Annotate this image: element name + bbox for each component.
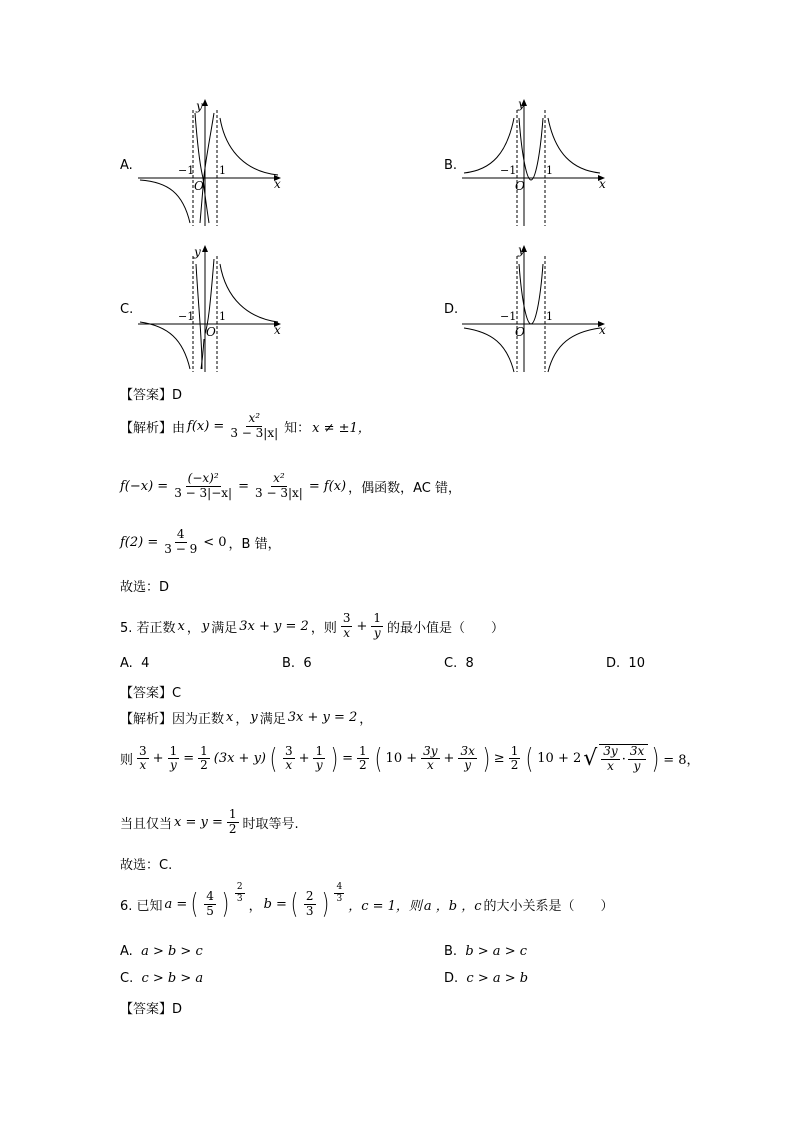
graph-d-one: 1 [546, 310, 553, 323]
graph-a-neg-one: −1 [178, 164, 195, 177]
graph-d-y-label: y [518, 244, 525, 257]
graph-c-origin: O [206, 325, 216, 339]
graph-a-y-label: y [196, 99, 203, 113]
graph-c-one: 1 [219, 310, 226, 323]
option-d-label: D. [444, 302, 459, 317]
q5-option-c: C. 8 [444, 656, 474, 671]
graph-c-y-label: y [194, 245, 201, 259]
q6-stem: 6. 已知 a = ( $\frac{4}{5}$ ) $\frac{2}{3}$ ， b = ( $\frac{2}{3}$ ) $\frac{4}{3}$ ，c = 1，则 a ，b ，c 的大小关系是（ ） [120, 882, 614, 921]
q4-analysis-line2: f(−x) = $\frac{\text{(−x)²}}{3 - 3|-x|}$ = $\frac{\text{x²}}{3 - 3|x|}$ = f(x) ，偶函数，AC 错， [120, 471, 461, 500]
option-c-label: C. [120, 302, 134, 317]
q6-answer: 【答案】D [120, 1002, 183, 1017]
graph-b-neg-one: −1 [500, 164, 517, 177]
graph-a-x-label: x [274, 177, 281, 191]
q5-equality: 当且仅当 x = y = $\frac{1}{2}$ 时取等号. [120, 807, 299, 836]
graph-a-one: 1 [219, 164, 226, 177]
graph-b-x-label: x [599, 177, 606, 191]
option-b-label: B. [444, 158, 458, 173]
graph-c-neg-one: −1 [178, 310, 195, 323]
q6-option-b: B. b > a > c [444, 944, 527, 959]
q4-choose: 故选：D [120, 580, 170, 595]
graph-a-origin: O [194, 179, 204, 193]
q5-option-d: D. 10 [606, 656, 645, 671]
graph-c [138, 244, 288, 374]
graph-a [138, 98, 288, 228]
graph-d-x-label: x [599, 323, 606, 337]
q4-analysis-line3: f(2) = $\frac{4}{3 - 9}$ < 0 ，B 错， [120, 527, 281, 556]
q6-option-c: C. c > b > a [120, 971, 204, 986]
q4-answer: 【答案】D [120, 388, 183, 403]
graph-b-origin: O [515, 179, 525, 193]
graph-d-neg-one: −1 [500, 310, 517, 323]
q5-option-a: A. 4 [120, 656, 150, 671]
q5-option-b: B. 6 [282, 656, 312, 671]
q6-option-a: A. a > b > c [120, 944, 203, 959]
graph-b-y-label: y [518, 98, 525, 111]
q5-analysis-line2: 则 $\frac{3}{x}$ + $\frac{1}{y}$ = $\frac{1}{2}$ (3x + y) ( $\frac{3}{x}$ + $\frac{1}{y}$ ) = $\frac{1}{2}$ ( 10 + $\frac{3y}{x}$ + $\frac{3x}{y}$ ) ≥ $\frac{1}{2}$ ( 10 + 2 √ $\frac{3y}{x}$ · $\frac{3x}{y}$ ) = 8， [120, 741, 700, 775]
graph-b-one: 1 [546, 164, 553, 177]
q5-stem: 5. 若正数 x ， y 满足 3x + y = 2 ，则 $\frac{3}{x}$ + $\frac{1}{y}$ 的最小值是（ ） [120, 611, 505, 640]
q5-analysis-line1: 【解析】因为正数 x ， y 满足 3x + y = 2 ， [120, 710, 373, 727]
q6-option-d: D. c > a > b [444, 971, 529, 986]
q4-fraction: $\frac{\text{x²}}{3 - 3|x|}$ [230, 411, 279, 440]
q5-answer: 【答案】C [120, 686, 182, 701]
graph-b [462, 98, 612, 228]
graph-c-x-label: x [274, 323, 281, 337]
graph-d-origin: O [515, 325, 525, 339]
q4-analysis-line1: 【解析】由 f(x) = $\frac{\text{x²}}{3 - 3|x|}$ 知： x ≠ ±1， [120, 411, 371, 440]
q5-choose: 故选：C. [120, 858, 173, 873]
graph-d [462, 244, 612, 374]
option-a-label: A. [120, 158, 133, 173]
